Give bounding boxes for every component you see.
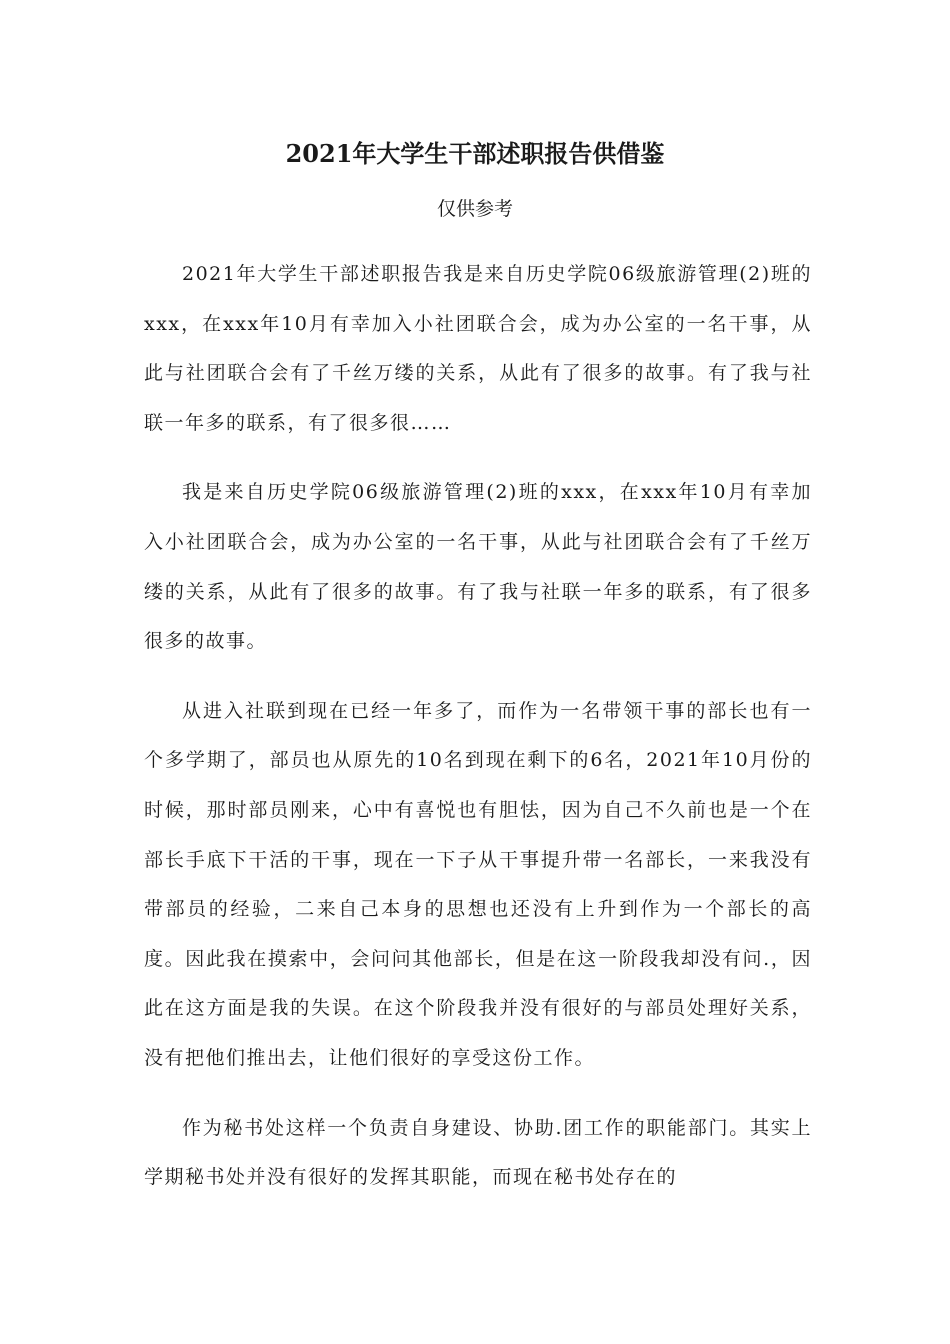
paragraph: 从进入社联到现在已经一年多了，而作为一名带领干事的部长也有一个多学期了，部员也从原先的10名到现在剩下的6名，2021年10月份的时候，那时部员刚来，心中有喜悦也有胆怯，因为自己不久前也是一个在部长手底下干活的干事，现在一下子从干事提升带一名部长，一来我没有带部员的经验，二来自己本身的思想也还没有上升到作为一个部长的高度。因此我在摸索中，会问问其他部长，但是在这一阶段我却没有问.，因此在这方面是我的失误。在这个阶段我并没有很好的与部员处理好关系，没有把他们推出去，让他们很好的享受这份工作。 [144, 699, 812, 1069]
document-title: 2021年大学生干部述职报告供借鉴 [285, 139, 665, 168]
document-subtitle: 仅供参考 [436, 198, 513, 220]
paragraph: 我是来自历史学院06级旅游管理(2)班的xxx，在xxx年10月有幸加入小社团联合会，成为办公室的一名干事，从此与社团联合会有了千丝万缕的关系，从此有了很多的故事。有了我与社联一年多的联系，有了很多很多的故事。 [144, 481, 812, 653]
paragraph: 作为秘书处这样一个负责自身建设、协助.团工作的职能部门。其实上学期秘书处并没有很好的发挥其职能，而现在秘书处存在的 [144, 1116, 812, 1189]
document-body [144, 250, 812, 1223]
paragraph: 2021年大学生干部述职报告我是来自历史学院06级旅游管理(2)班的xxx，在xxx年10月有幸加入小社团联合会，成为办公室的一名干事，从此与社团联合会有了千丝万缕的关系，从此有了很多的故事。有了我与社联一年多的联系，有了很多很…… [144, 263, 812, 434]
